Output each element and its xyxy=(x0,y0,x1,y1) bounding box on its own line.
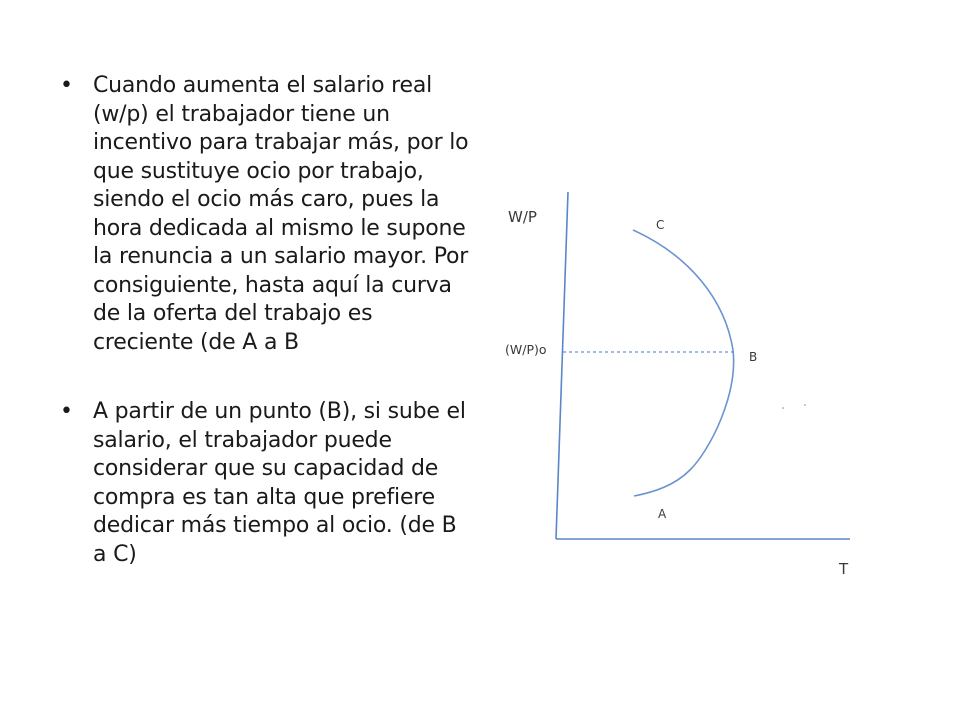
labor-supply-curve xyxy=(633,230,734,496)
point-c-label: C xyxy=(656,218,665,232)
y-axis xyxy=(556,192,568,539)
y-axis-label: W/P xyxy=(508,208,537,226)
bullet-text: Cuando aumenta el salario real (w/p) el trabajador tiene un incentivo para trabajar más, por lo que sustituye ocio por trabajo, siendo el ocio más caro, pues la hora dedicada al mismo le supone la renuncia a un salario mayor. Por consiguiente, hasta aquí la curva de la oferta del trabajo es creciente (de A a B xyxy=(93,73,469,355)
bullet-text: A partir de un punto (B), si sube el salario, el trabajador puede considerar que su capacidad de compra es tan alta que prefiere dedicar más tiempo al ocio. (de B a C) xyxy=(93,399,466,567)
point-a-label: A xyxy=(658,507,667,521)
bullet-marker: • xyxy=(60,399,73,424)
bullet-marker: • xyxy=(60,73,73,98)
stray-dot xyxy=(782,407,784,409)
x-axis-label: T xyxy=(839,560,849,578)
reference-label: (W/P)o xyxy=(505,342,547,357)
stray-dot xyxy=(804,404,806,406)
point-b-label: B xyxy=(749,350,758,364)
